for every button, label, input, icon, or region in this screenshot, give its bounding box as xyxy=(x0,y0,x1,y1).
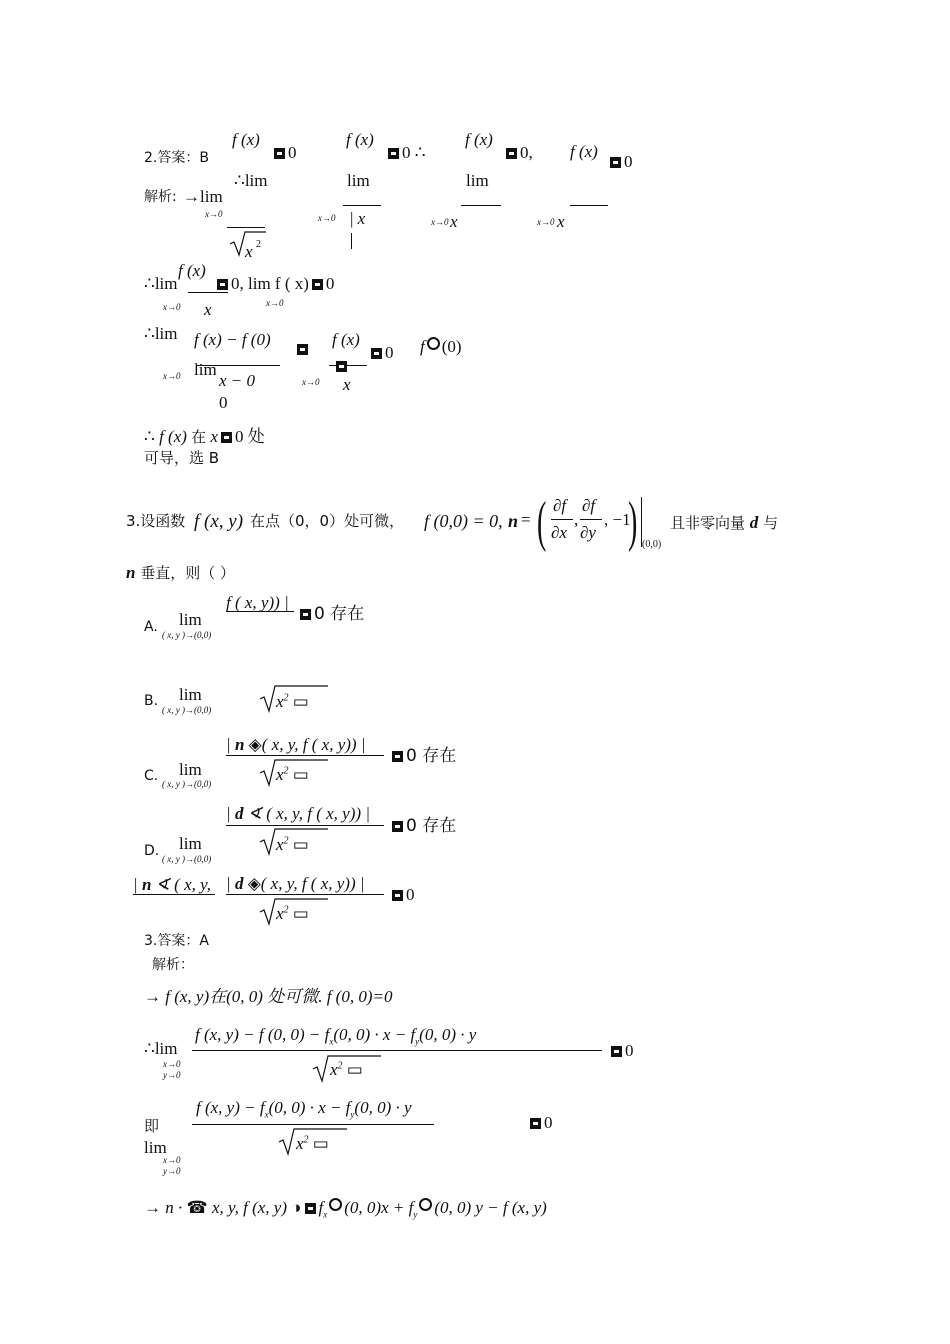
q2-l3-deriv: f (0) xyxy=(420,337,462,356)
optD-sub: ( x, y )→(0,0) xyxy=(162,854,212,864)
q2-concl2: 可导，选 B xyxy=(144,449,220,467)
q3-answer-label: 3.答案：A xyxy=(144,933,209,949)
q2-l3-den2: x xyxy=(343,375,351,394)
q2-l3-num: f (x) − f (0) xyxy=(194,330,271,349)
q3-df1: ∂f xyxy=(553,496,567,515)
q2-l3-den0: 0 xyxy=(219,393,228,412)
q2-eq1: 0 xyxy=(271,144,297,161)
q2-l2-sub2: x→0 xyxy=(266,298,284,308)
q2-frac1-num: f (x) xyxy=(232,130,260,149)
q2-l2-lim: ∴lim xyxy=(144,274,178,293)
optA-lim: lim xyxy=(179,610,202,629)
extra-left: | n ∢ ( x, y, xyxy=(133,875,211,894)
q2-l2-sub: x→0 xyxy=(163,302,181,312)
optD-label: D. xyxy=(144,843,160,859)
q2-lim4: lim xyxy=(466,171,489,190)
q3-a-sqrt2-x: $x^2$ ▭ xyxy=(296,1134,329,1153)
optA-sub: ( x, y )→(0,0) xyxy=(162,630,212,640)
q3-dy: ∂y xyxy=(580,523,596,542)
q2-frac4-num: f (x) xyxy=(570,142,598,161)
optD-lim: lim xyxy=(179,834,202,853)
optB-sub: ( x, y )→(0,0) xyxy=(162,705,212,715)
q3-paren-r: ) xyxy=(628,491,638,553)
q3-a-bar2 xyxy=(192,1124,434,1125)
q3-a-bar1 xyxy=(192,1050,602,1051)
q2-l3-lim: ∴lim xyxy=(144,324,178,343)
q2-l3-num2: f (x) xyxy=(332,330,360,349)
q3-a-lim1-x: x→0 xyxy=(163,1059,181,1069)
q2-l3-mark xyxy=(333,357,350,374)
optB-label: B. xyxy=(144,693,159,709)
q3-a-ji: 即 xyxy=(144,1117,160,1135)
q2-lim1: →lim xyxy=(183,187,223,206)
q2-l3-lim2: lim xyxy=(194,360,217,379)
optD-num: | d ∢ ( x, y, f ( x, y)) | xyxy=(226,804,370,823)
q3-dx: ∂x xyxy=(551,523,567,542)
optB-lim: lim xyxy=(179,685,202,704)
q3-point: (0,0) xyxy=(642,539,662,550)
extra-bar-left xyxy=(133,894,215,895)
q3-dbar2 xyxy=(580,519,602,520)
q2-frac2-num: f (x) xyxy=(346,130,374,149)
q3-a-last: → n · ☎ x, y, f (x, y) ◑ $f_x$ (0, $0)x + f_y$ (0, 0) y − f (x, y) xyxy=(144,1198,547,1220)
optC-tail: 0 存在 xyxy=(389,747,456,765)
q2-eq2: 0 ∴ xyxy=(385,144,426,161)
q3-a-lim1: ∴lim xyxy=(144,1039,178,1058)
q3-stem-line2: n 垂直，则（ ） xyxy=(126,563,236,582)
q2-lim3: lim xyxy=(347,171,370,190)
q2-sub2: x→0 xyxy=(318,213,336,223)
q3-stem-eq: = xyxy=(521,510,531,529)
q3-a-line1: → f (x, y)在(0, 0) 处可微. f (0, 0)=0 xyxy=(144,987,393,1006)
q2-den3: x xyxy=(450,212,458,231)
optC-lim: lim xyxy=(179,760,202,779)
q3-a-eq1: 0 xyxy=(608,1042,634,1059)
q3-a-num1: f (x, y) − f (0, $0) - f_x(0$, $0) \cdot x - f_y(0$, 0) · y xyxy=(195,1025,477,1047)
q2-fracbar4 xyxy=(570,205,608,206)
q2-l3-den: x − 0 xyxy=(219,371,256,390)
q2-lim2: ∴lim xyxy=(234,171,268,190)
q2-l3-sub2: x→0 xyxy=(302,377,320,387)
optB-x: $x^2$ ▭ xyxy=(276,692,309,711)
q3-stem-cond: f (0,0) = 0, xyxy=(424,511,503,531)
q2-l2-den: x xyxy=(204,300,212,319)
q2-fracbar2 xyxy=(343,205,381,206)
q3-a-lim2-y: y→0 xyxy=(163,1166,181,1176)
optC-sub: ( x, y )→(0,0) xyxy=(162,779,212,789)
optC-label: C. xyxy=(144,768,159,784)
q2-sqrt1-x: x xyxy=(245,242,253,261)
q3-a-lim2-x: x→0 xyxy=(163,1155,181,1165)
optC-bar xyxy=(226,755,384,756)
q3-comma: , xyxy=(574,510,579,529)
q2-l3-eq2: 0 xyxy=(368,344,394,361)
q2-sub4: x→0 xyxy=(537,217,555,227)
extra-tail: 0 xyxy=(389,886,415,903)
q3-stem-mid: 在点（0，0）处可微， xyxy=(250,512,405,530)
q2-l2-tail: 0, lim f ( x) 0 xyxy=(214,275,334,292)
extra-num: | d ◈( x, y, f ( x, y)) | xyxy=(226,874,365,893)
optA-tail: 0 存在 xyxy=(297,605,364,623)
q2-frac3-num: f (x) xyxy=(465,130,493,149)
q3-paren-l: ( xyxy=(537,491,547,553)
q2-l3-sub: x→0 xyxy=(163,371,181,381)
q2-concl1: ∴ f (x) 在 x 0 处 xyxy=(144,427,265,446)
q3-a-eq2: 0 xyxy=(527,1114,553,1131)
q2-analysis-label: 解析: xyxy=(144,189,177,205)
q3-stem-n: n xyxy=(508,511,519,531)
q3-analysis-label: 解析： xyxy=(152,957,194,973)
q2-den2: | x xyxy=(350,209,366,228)
q2-l3-bar xyxy=(196,365,280,366)
q3-a-sqrt1-x: $x^2$ ▭ xyxy=(330,1060,363,1079)
q2-den2-bar xyxy=(351,233,352,249)
q2-answer-label: 2.答案：B xyxy=(144,150,209,166)
optC-num: | n ◈( x, y, f ( x, y)) | xyxy=(226,735,366,754)
q2-sqrt1-exp: 2 xyxy=(256,239,261,250)
optA-num: f ( x, y)) | xyxy=(226,593,289,612)
extra-bar xyxy=(226,894,384,895)
optD-x: $x^2$ ▭ xyxy=(276,835,309,854)
optA-label: A. xyxy=(144,619,158,635)
q2-l3-eq xyxy=(294,340,311,357)
q3-dbar1 xyxy=(551,519,573,520)
q2-den4: x xyxy=(557,212,565,231)
q3-stem-func: f (x, y) xyxy=(194,511,244,532)
optD-tail: 0 存在 xyxy=(389,817,456,835)
q3-df2: ∂f xyxy=(582,496,596,515)
optA-bar xyxy=(226,611,294,612)
q2-eq3: 0, xyxy=(503,144,533,161)
optC-x: $x^2$ ▭ xyxy=(276,765,309,784)
q3-stem-tail: 且非零向量 d 与 xyxy=(670,513,779,532)
q2-sub3: x→0 xyxy=(431,217,449,227)
q2-eq4: 0 xyxy=(607,153,633,170)
q3-a-lim1-y: y→0 xyxy=(163,1070,181,1080)
q3-m1: , −1 xyxy=(604,510,631,529)
q3-stem-prefix: 3.设函数 xyxy=(126,512,186,530)
extra-x: $x^2$ ▭ xyxy=(276,904,309,923)
q3-a-lim2: lim xyxy=(144,1138,167,1157)
q2-fracbar3 xyxy=(461,205,501,206)
q2-l2-num: f (x) xyxy=(178,261,206,280)
q2-l2-bar xyxy=(188,292,228,293)
q2-sub1: x→0 xyxy=(205,209,223,219)
q3-a-num2: f (x, $y) - f_x(0$, $0) \cdot x - f_y(0$, 0) · y xyxy=(196,1098,412,1120)
